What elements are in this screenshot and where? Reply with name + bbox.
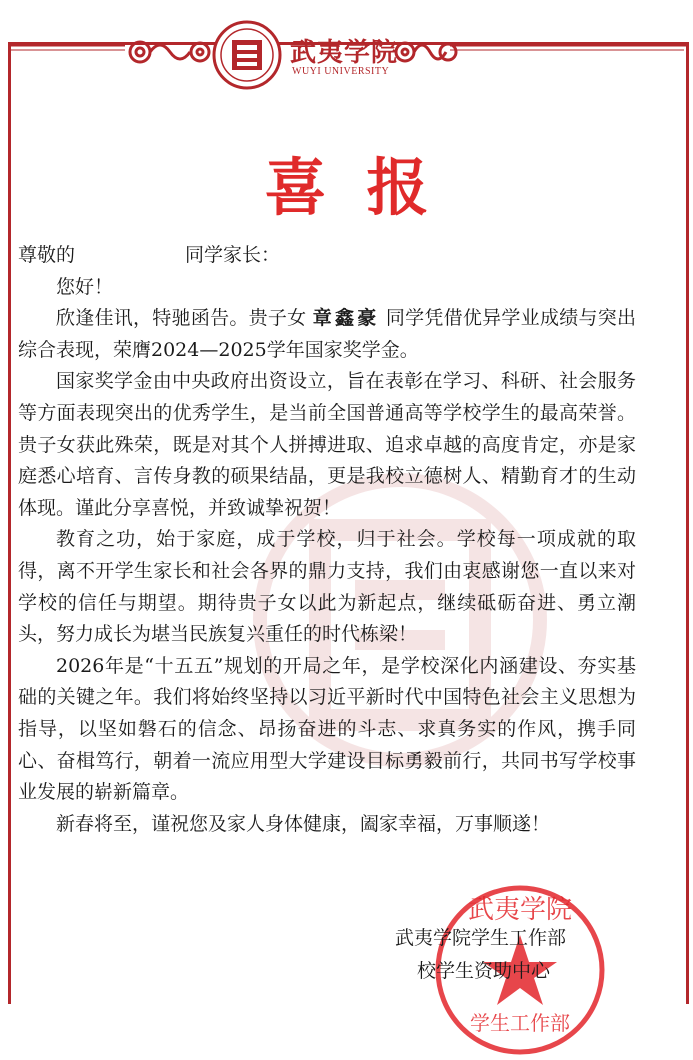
signature-line-1: 武夷学院学生工作部 [395, 927, 567, 949]
salutation [18, 240, 636, 272]
greeting: 您好！ [56, 275, 114, 298]
seal-bottom-text: 学生工作部 [470, 1011, 570, 1035]
signature-line-2: 校学生资助中心 [417, 960, 551, 982]
letterhead [0, 0, 693, 100]
student-name: 章鑫豪 [312, 307, 380, 330]
signature-block [395, 922, 566, 988]
salutation-prefix: 尊敬的 [18, 244, 76, 266]
university-emblem-icon [214, 22, 280, 88]
salutation-suffix: 同学家长： [185, 244, 281, 266]
paragraph-3: 教育之功，始于家庭，成于学校，归于社会。学校每一项成就的取得，离不开学生家长和社会各界的鼎力支持，我们由衷感谢您一直以来对学校的信任与期望。期待贵子女以此为新起点，继续砥砺奋进、勇立潮头，努力成长为堪当民族复兴重任的时代栋梁！ [18, 528, 636, 646]
paragraph-4: 2026年是“十五五”规划的开局之年，是学校深化内涵建设、夯实基础的关键之年。我们将始终坚持以习近平新时代中国特色社会主义思想为指导，以坚如磐石的信念、昂扬奋进的斗志、求真务实的作风，携手同心、奋楫笃行，朝着一流应用型大学建设目标勇毅前行，共同书写学校事业发展的崭新篇章。 [18, 654, 636, 804]
paragraph-5: 新春将至，谨祝您及家人身体健康，阖家幸福，万事顺遂！ [56, 812, 551, 835]
paragraph-1-post: 同学凭借优异学业成绩与突出综合表现，荣膺2024—2025学年国家奖学金。 [18, 307, 636, 361]
university-name-en: WUYI UNIVERSITY [292, 66, 390, 77]
university-name-cn: 武夷学院 [290, 38, 399, 68]
paragraph-1 [18, 303, 636, 366]
page-title: 喜报 [264, 151, 469, 224]
seal-text: 武夷学院 [467, 895, 573, 925]
paragraph-2: 国家奖学金由中央政府出资设立，旨在表彰在学习、科研、社会服务等方面表现突出的优秀学生，是当前全国普通高等学校学生的最高荣誉。贵子女获此殊荣，既是对其个人拼搏进取、追求卓越的高度肯定，亦是家庭悉心培育、言传身教的硕果结晶，更是我校立德树人、精勤育才的生动体现。谨此分享喜悦，并致诚挚祝贺！ [18, 370, 636, 519]
paragraph-1-pre: 欣逢佳讯，特驰函告。贵子女 [56, 307, 307, 330]
letter-body [18, 240, 636, 840]
